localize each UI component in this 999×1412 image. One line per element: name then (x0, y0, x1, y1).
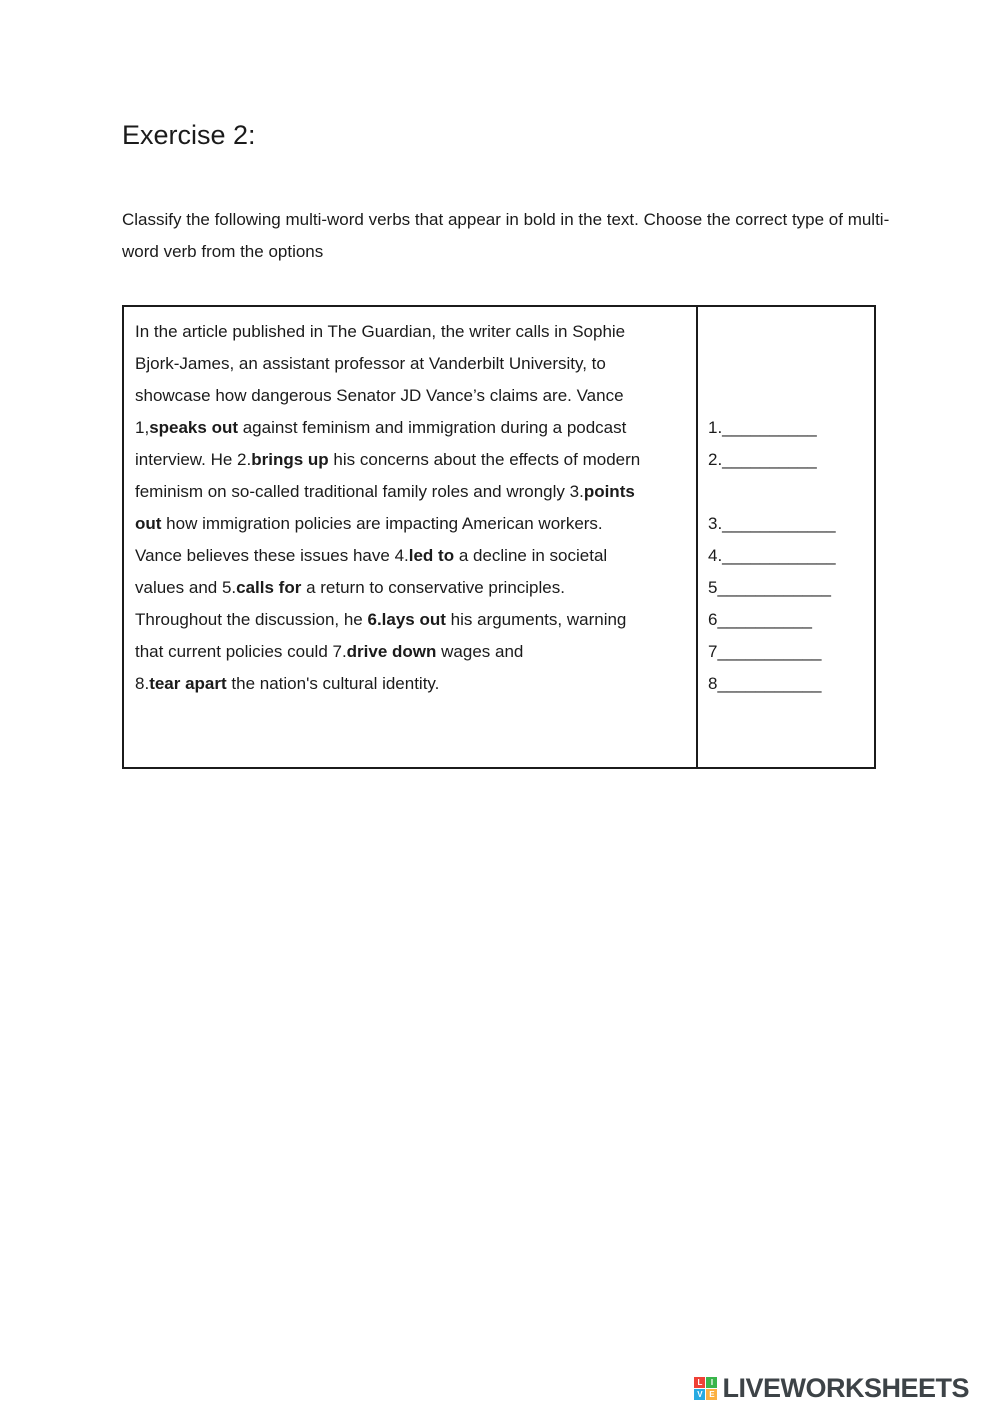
multiword-verb: 6.lays out (367, 610, 446, 629)
answer-spacer (708, 348, 868, 380)
passage-line (135, 316, 686, 348)
logo-square-v: V (694, 1389, 705, 1400)
passage-text: wages and (436, 642, 524, 661)
multiword-verb: drive down (346, 642, 437, 661)
answer-spacer (708, 476, 868, 508)
passage-line (135, 380, 686, 412)
multiword-verb: speaks out (149, 418, 238, 437)
instructions-text: Classify the following multi-word verbs that appear in bold in the text. Choose the correct type of multi-word verb from the options (122, 210, 890, 261)
passage-text: against feminism and immigration during a podcast (238, 418, 627, 437)
multiword-verb: tear apart (149, 674, 227, 693)
passage-line (135, 412, 686, 444)
passage-line (135, 668, 686, 700)
passage-text: Throughout the discussion, he (135, 610, 368, 629)
passage-text: how immigration policies are impacting American workers. (161, 514, 603, 533)
answer-blank[interactable]: 1.__________ (708, 418, 817, 437)
multiword-verb: brings up (251, 450, 329, 469)
exercise-table (122, 305, 876, 769)
passage-line (135, 604, 686, 636)
logo-square-e: E (706, 1389, 717, 1400)
answer-spacer (708, 380, 868, 412)
passage-line (135, 348, 686, 380)
answers-cell (698, 307, 874, 767)
passage-text: In the article published in The Guardian, the writer calls in Sophie (135, 322, 626, 341)
passage-line (135, 636, 686, 668)
passage-line (135, 572, 686, 604)
answer-spacer (708, 316, 868, 348)
exercise-title: Exercise 2: (122, 120, 256, 150)
multiword-verb: points (583, 482, 635, 501)
multiword-verb: calls for (236, 578, 302, 597)
passage-text: showcase how dangerous Senator JD Vance’s claims are. Vance (135, 386, 624, 405)
passage-line (135, 444, 686, 476)
passage-text: Vance believes these issues have 4. (135, 546, 409, 565)
passage-line (135, 476, 686, 508)
passage-text: Bjork-James, an assistant professor at Vanderbilt University, to (135, 354, 606, 373)
answer-blank[interactable]: 2.__________ (708, 450, 817, 469)
passage-cell (124, 307, 698, 767)
logo-square-l: L (694, 1377, 705, 1388)
answer-blank[interactable]: 7___________ (708, 642, 822, 661)
answer-blank[interactable]: 8___________ (708, 674, 822, 693)
passage-text: values and 5. (135, 578, 237, 597)
answer-blank[interactable]: 4.____________ (708, 546, 836, 565)
passage-text: that current policies could 7. (135, 642, 347, 661)
answer-blank[interactable]: 5____________ (708, 578, 831, 597)
passage-text: his concerns about the effects of modern (328, 450, 641, 469)
multiword-verb: led to (408, 546, 455, 565)
answer-blank[interactable]: 6__________ (708, 610, 813, 629)
footer (694, 1373, 969, 1404)
logo-square-i: I (706, 1377, 717, 1388)
passage-text: feminism on so-called traditional family roles and wrongly 3. (135, 482, 584, 501)
passage-text: 1, (135, 418, 150, 437)
passage-line (135, 508, 686, 540)
passage-text: a decline in societal (454, 546, 608, 565)
passage-text: 8. (135, 674, 150, 693)
passage-line (135, 540, 686, 572)
liveworksheets-logo-icon (694, 1377, 717, 1400)
passage-text: interview. He 2. (135, 450, 252, 469)
passage-text: a return to conservative principles. (301, 578, 565, 597)
passage-text: the nation's cultural identity. (226, 674, 440, 693)
liveworksheets-wordmark: LIVEWORKSHEETS (722, 1373, 969, 1403)
passage-text: his arguments, warning (445, 610, 627, 629)
answer-blank[interactable]: 3.____________ (708, 514, 836, 533)
multiword-verb: out (135, 514, 162, 533)
